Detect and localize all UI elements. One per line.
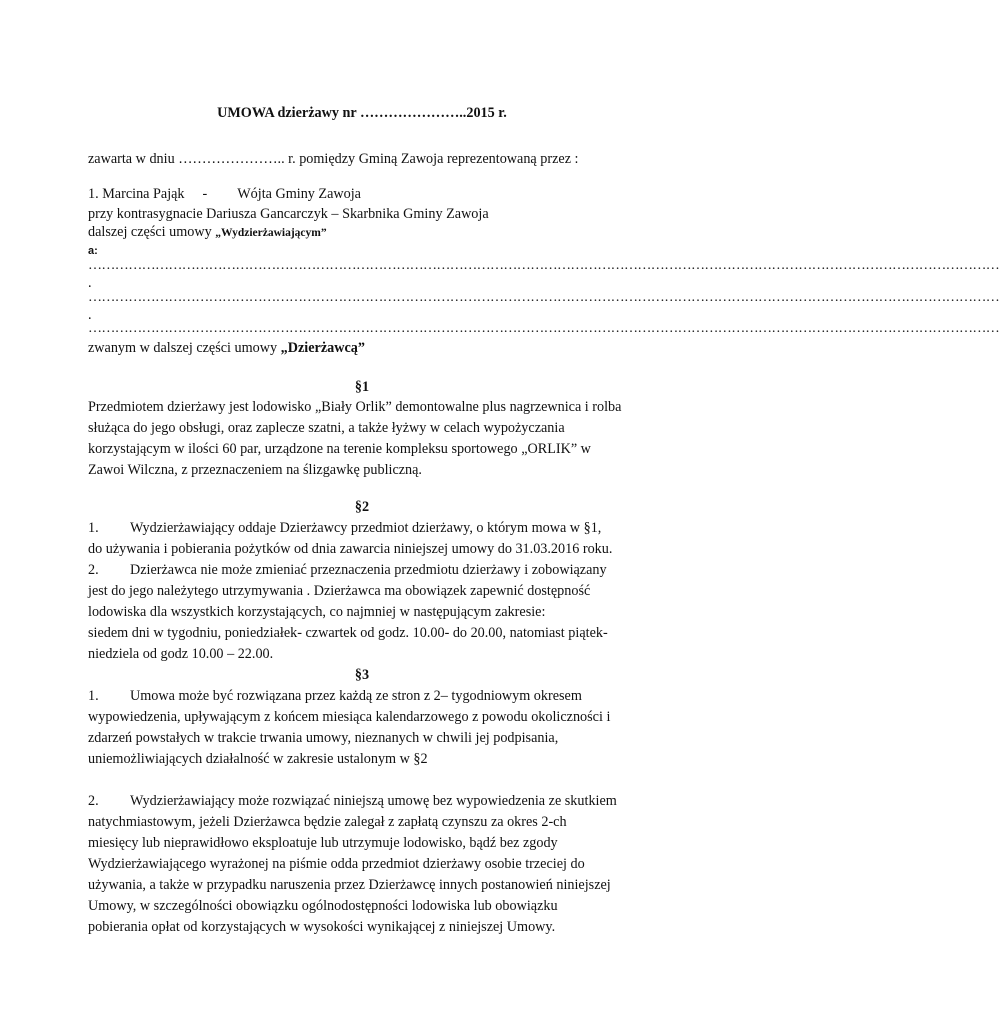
section-3-line: zdarzeń powstałych w trakcie trwania umowy, nieznanych w chwili jej podpisania, [88, 730, 559, 746]
representative-role: Wójta Gminy Zawoja [237, 186, 361, 202]
point-text: Umowa może być rozwiązana przez każdą ze stron z 2– tygodniowym okresem [130, 688, 582, 704]
section-2-point-2 [88, 561, 607, 579]
point-text: Dzierżawca nie może zmieniać przeznaczenia przedmiotu dzierżawy i zobowiązany [130, 562, 607, 578]
and-label: a: [88, 245, 98, 257]
dot-continuation-2: . [88, 307, 92, 323]
representative-name: 1. Marcina Pająk [88, 186, 185, 202]
section-1-line: korzystającym w ilości 60 par, urządzone na terenie kompleksu sportowego „ORLIK” w [88, 441, 591, 457]
contract-title: UMOWA dzierżawy nr …………………..2015 r. [217, 105, 507, 121]
lessee-dotted-line-1: …………………………………………………………………………………………………………………………………………………………………………………… [88, 258, 999, 273]
intro-date-line: zawarta w dniu ………………….. r. pomiędzy Gminą Zawoja reprezentowaną przez : [88, 151, 579, 167]
section-3-line: Wydzierżawiającego wyrażonej na piśmie odda przedmiot dzierżawy osobie trzeciej do [88, 856, 585, 872]
representative-dash: - [202, 186, 208, 202]
lessee-term: „Dzierżawcą” [280, 340, 365, 356]
point-number: 1. [88, 688, 99, 704]
lessee-definition-prefix: zwanym w dalszej części umowy [88, 340, 281, 356]
section-3-line: miesięcy lub nieprawidłowo eksploatuje lub utrzymuje lodowisko, bądź bez zgody [88, 835, 558, 851]
countersignature-line: przy kontrasygnacie Dariusza Gancarczyk – Skarbnika Gminy Zawoja [88, 206, 489, 222]
representative-line [88, 185, 361, 203]
section-3-line: uniemożliwiających działalność w zakresie ustalonym w §2 [88, 751, 428, 767]
section-1-line: Przedmiotem dzierżawy jest lodowisko „Biały Orlik” demontowalne plus nagrzewnica i rolba [88, 399, 622, 415]
lessee-dotted-line-2: …………………………………………………………………………………………………………………………………………………………………………………… [88, 290, 999, 305]
dot-continuation-1: . [88, 275, 92, 291]
point-text: Wydzierżawiający może rozwiązać niniejszą umowę bez wypowiedzenia ze skutkiem [130, 793, 617, 809]
section-2-line: do używania i pobierania pożytków od dnia zawarcia niniejszej umowy do 31.03.2016 roku. [88, 541, 613, 557]
point-number: 1. [88, 520, 99, 536]
section-2-line: siedem dni w tygodniu, poniedziałek- czwartek od godz. 10.00- do 20.00, natomiast piątek- [88, 625, 608, 641]
section-2-line: jest do jego należytego utrzymywania . Dzierżawca ma obowiązek zapewnić dostępność [88, 583, 591, 599]
section-3-line: natychmiastowym, jeżeli Dzierżawca będzie zalegał z zapłatą czynszu za okres 2-ch [88, 814, 567, 830]
point-text: Wydzierżawiający oddaje Dzierżawcy przedmiot dzierżawy, o którym mowa w §1, [130, 520, 602, 536]
section-3-line: pobierania opłat od korzystających w wysokości wynikającej z niniejszej Umowy. [88, 919, 556, 935]
lessor-definition-prefix: dalszej części umowy [88, 224, 216, 240]
section-2-heading: §2 [354, 499, 370, 515]
section-3-line: wypowiedzenia, upływającym z końcem miesiąca kalendarzowego z powodu okoliczności i [88, 709, 611, 725]
section-1-line: służąca do jego obsługi, oraz zaplecze szatni, a także łyżwy w celach wypożyczania [88, 420, 565, 436]
lessee-definition-line [88, 339, 365, 357]
section-3-line: używania, a także w przypadku naruszenia przez Dzierżawcę innych postanowień niniejszej [88, 877, 611, 893]
section-2-line: niedziela od godz 10.00 – 22.00. [88, 646, 274, 662]
section-2-line: lodowiska dla wszystkich korzystających, co najmniej w następującym zakresie: [88, 604, 546, 620]
section-3-heading: §3 [354, 667, 370, 683]
section-1-line: Zawoi Wilczna, z przeznaczeniem na ślizgawkę publiczną. [88, 462, 422, 478]
lessor-term: „Wydzierżawiającym” [215, 227, 327, 239]
section-2-point-1 [88, 519, 601, 537]
point-number: 2. [88, 793, 99, 809]
section-3-point-1 [88, 687, 582, 705]
section-1-heading: §1 [354, 379, 370, 395]
lessor-definition-line [88, 223, 327, 242]
section-3-point-2 [88, 792, 617, 810]
section-3-line: Umowy, w szczególności obowiązku ogólnodostępności lodowiska lub obowiązku [88, 898, 558, 914]
lessee-dotted-line-3: …………………………………………………………………………………………………………………………………………………………………………………… [88, 321, 999, 336]
point-number: 2. [88, 562, 99, 578]
